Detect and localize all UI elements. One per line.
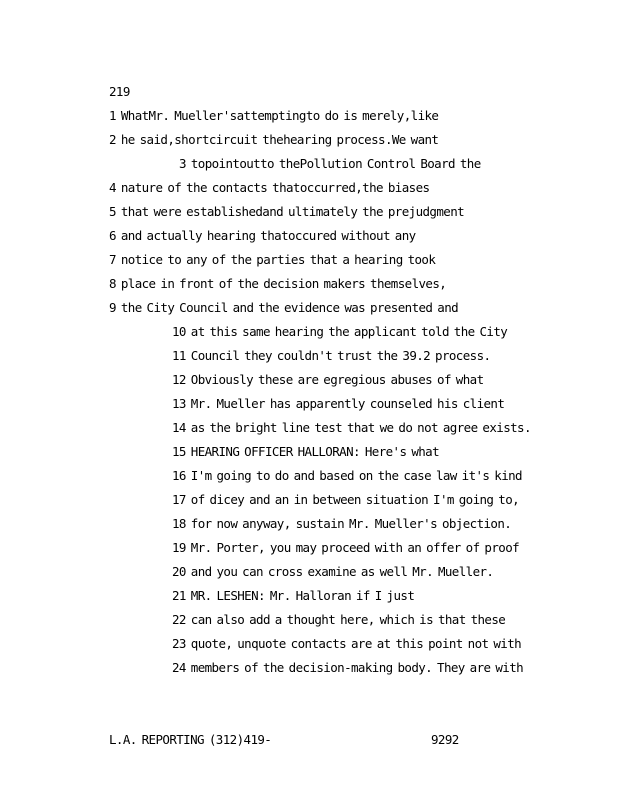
footer-number: 9292 xyxy=(431,732,459,747)
page-number: 219 xyxy=(109,84,130,99)
transcript-line-13: 13 Mr. Mueller has apparently counseled his client xyxy=(172,396,505,411)
footer-reporter: L.A. REPORTING (312)419- xyxy=(109,732,272,747)
transcript-line-23: 23 quote, unquote contacts are at this point not with xyxy=(172,636,522,651)
transcript-line-2: 2 he said,shortcircuit thehearing process.We want xyxy=(109,132,439,147)
transcript-line-14: 14 as the bright line test that we do not agree exists. xyxy=(172,420,531,435)
transcript-line-21: 21 MR. LESHEN: Mr. Halloran if I just xyxy=(172,588,415,603)
transcript-line-5: 5 that were establishedand ultimately the prejudgment xyxy=(109,204,465,219)
transcript-line-10: 10 at this same hearing the applicant told the City xyxy=(172,324,508,339)
transcript-line-16: 16 I'm going to do and based on the case law it's kind xyxy=(172,468,522,483)
transcript-line-19: 19 Mr. Porter, you may proceed with an offer of proof xyxy=(172,540,520,555)
transcript-line-12: 12 Obviously these are egregious abuses of what xyxy=(172,372,484,387)
transcript-line-9: 9 the City Council and the evidence was presented and xyxy=(109,300,459,315)
transcript-line-11: 11 Council they couldn't trust the 39.2 process. xyxy=(172,348,491,363)
transcript-line-7: 7 notice to any of the parties that a hearing took xyxy=(109,252,436,267)
transcript-line-18: 18 for now anyway, sustain Mr. Mueller's objection. xyxy=(172,516,512,531)
transcript-line-24: 24 members of the decision-making body. They are with xyxy=(172,660,524,675)
transcript-line-8: 8 place in front of the decision makers themselves, xyxy=(109,276,447,291)
transcript-line-15: 15 HEARING OFFICER HALLORAN: Here's what xyxy=(172,444,440,459)
transcript-line-4: 4 nature of the contacts thatoccurred,the biases xyxy=(109,180,430,195)
transcript-line-6: 6 and actually hearing thatoccured without any xyxy=(109,228,416,243)
transcript-line-20: 20 and you can cross examine as well Mr. Mueller. xyxy=(172,564,494,579)
transcript-line-17: 17 of dicey and an in between situation I'm going to, xyxy=(172,492,520,507)
transcript-line-22: 22 can also add a thought here, which is that these xyxy=(172,612,506,627)
transcript-line-3: 3 topointoutto thePollution Control Board the xyxy=(179,156,481,171)
transcript-line-1: 1 WhatMr. Mueller'sattemptingto do is merely,like xyxy=(109,108,439,123)
